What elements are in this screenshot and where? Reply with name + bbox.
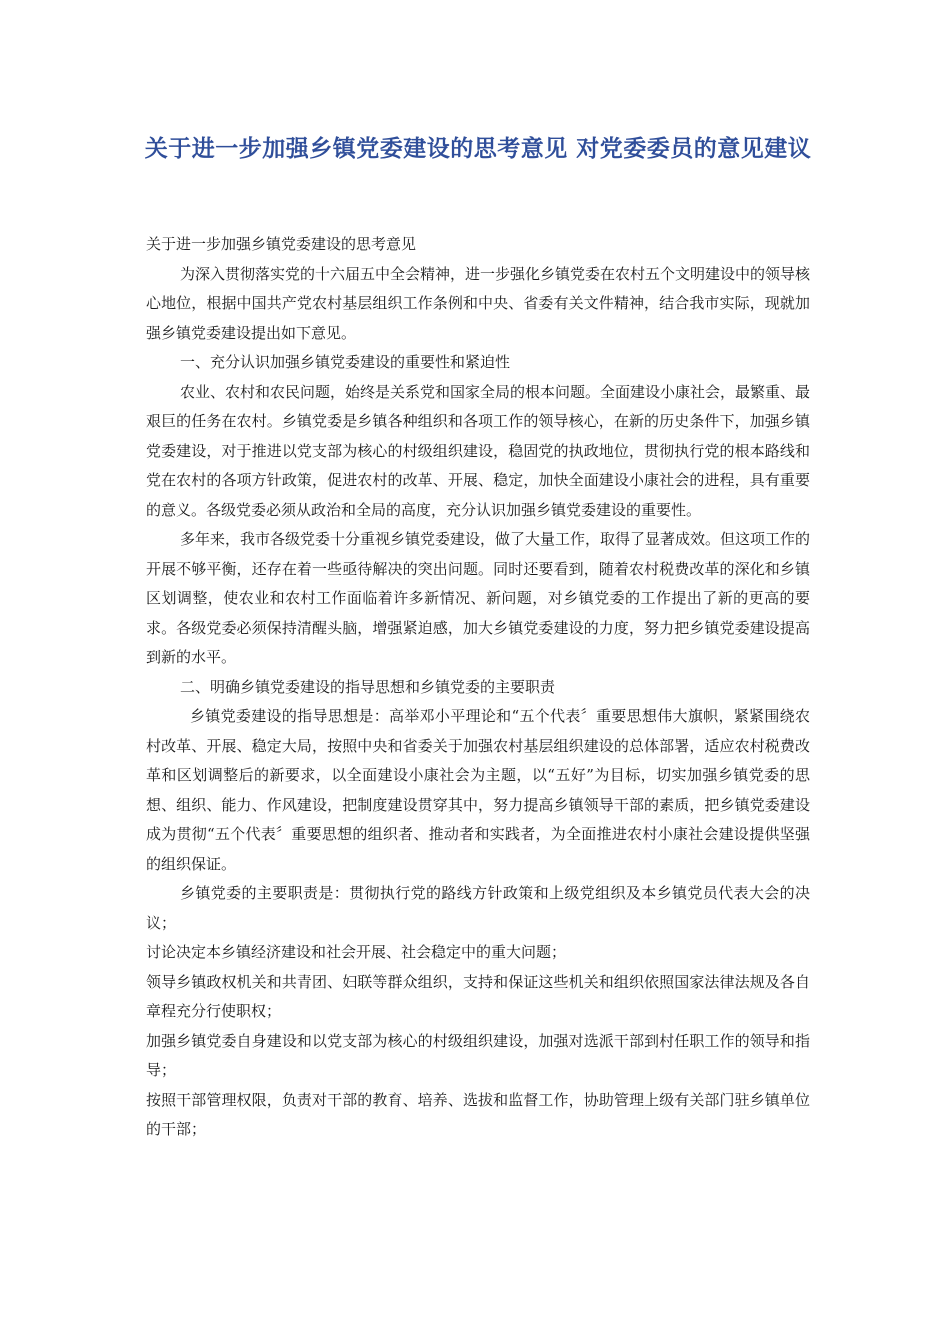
- subtitle-paragraph: 关于进一步加强乡镇党委建设的思考意见: [146, 235, 417, 253]
- body-paragraph: 乡镇党委建设的指导思想是：高举邓小平理论和“五个代表〞重要思想伟大旗帜，紧紧围绕农村改革、开展、稳定大局，按照中央和省委关于加强农村基层组织建设的总体部署，适应农村税费改革和区划调整后的新要求，以全面建设小康社会为主题，以“五好”为目标，切实加强乡镇党委的思想、组织、能力、作风建设，把制度建设贯穿其中，努力提高乡镇领导干部的素质，把乡镇党委建设成为贯彻“五个代表〞重要思想的组织者、推动者和实践者，为全面推进农村小康社会建设提供坚强的组织保证。: [146, 707, 810, 873]
- list-item: 按照干部管理权限，负责对干部的教育、培养、选拔和监督工作，协助管理上级有关部门驻乡镇单位的干部；: [146, 1090, 810, 1138]
- list-item: 加强乡镇党委自身建设和以党支部为核心的村级组织建设，加强对选派干部到村任职工作的领导和指导；: [146, 1031, 810, 1079]
- section-heading-2: 二、明确乡镇党委建设的指导思想和乡镇党委的主要职责: [180, 677, 556, 696]
- list-item: 领导乡镇政权机关和共青团、妇联等群众组织，支持和保证这些机关和组织依照国家法律法规及各自章程充分行使职权；: [146, 972, 810, 1020]
- body-paragraph: 乡镇党委的主要职责是：贯彻执行党的路线方针政策和上级党组织及本乡镇党员代表大会的决议；: [146, 884, 810, 932]
- section-heading-1: 一、充分认识加强乡镇党委建设的重要性和紧迫性: [180, 353, 511, 371]
- document-title: 关于进一步加强乡镇党委建设的思考意见 对党委委员的意见建议: [144, 136, 812, 162]
- body-paragraph: 农业、农村和农民问题，始终是关系党和国家全局的根本问题。全面建设小康社会，最繁重、最艰巨的任务在农村。乡镇党委是乡镇各种组织和各项工作的领导核心，在新的历史条件下，加强乡镇党委建设，对于推进以党支部为核心的村级组织建设，稳固党的执政地位，贯彻执行党的根本路线和党在农村的各项方针政策，促进农村的改革、开展、稳定，加快全面建设小康社会的进程，具有重要的意义。各级党委必须从政治和全局的高度，充分认识加强乡镇党委建设的重要性。: [146, 382, 811, 519]
- body-paragraph: 多年来，我市各级党委十分重视乡镇党委建设，做了大量工作，取得了显著成效。但这项工作的开展不够平衡，还存在着一些亟待解决的突出问题。同时还要看到，随着农村税费改革的深化和乡镇区划调整，使农业和农村工作面临着许多新情况、新问题，对乡镇党委的工作提出了新的更高的要求。各级党委必须保持清醒头脑，增强紧迫感，加大乡镇党委建设的力度，努力把乡镇党委建设提高到新的水平。: [146, 530, 811, 666]
- list-item: 讨论决定本乡镇经济建设和社会开展、社会稳定中的重大问题；: [146, 943, 567, 961]
- intro-paragraph: 为深入贯彻落实党的十六届五中全会精神，进一步强化乡镇党委在农村五个文明建设中的领导核心地位，根据中国共产党农村基层组织工作条例和中央、省委有关文件精神，结合我市实际，现就加强乡镇党委建设提出如下意见。: [146, 264, 811, 342]
- document-body: [146, 230, 810, 1145]
